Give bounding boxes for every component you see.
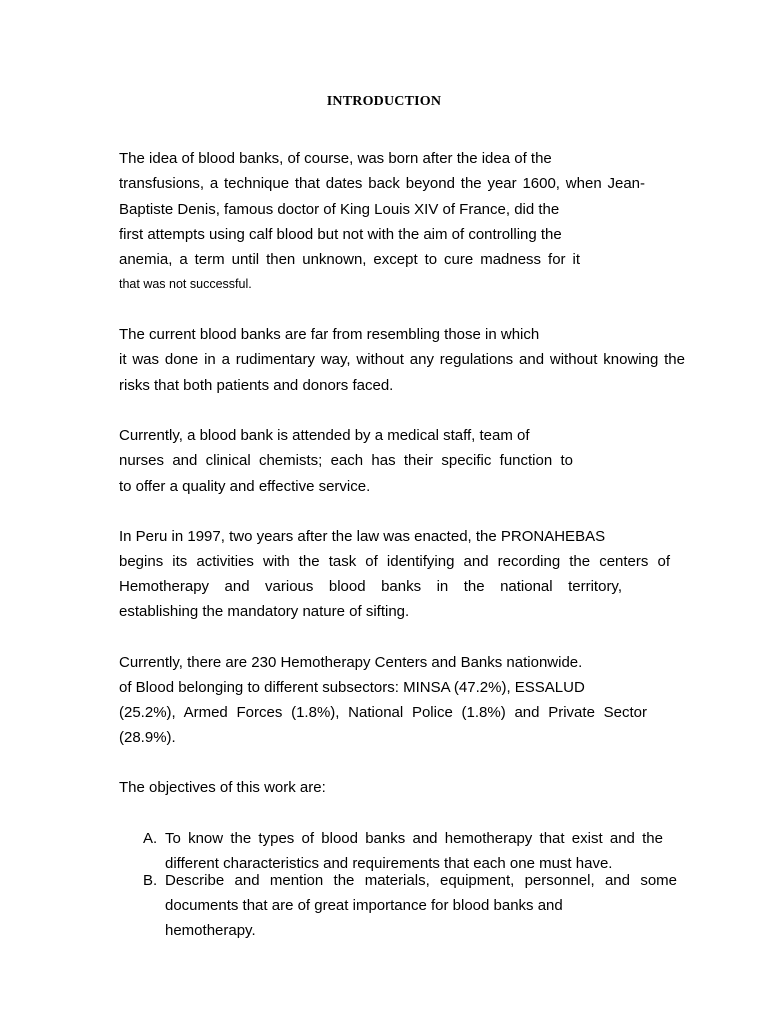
paragraph-1-line-2: transfusions, a technique that dates back beyond the year 1600, when Jean-: [119, 175, 645, 192]
list-marker: A.: [143, 830, 158, 847]
objectives-intro: The objectives of this work are:: [119, 779, 326, 796]
paragraph-4-line-3: Hemotherapy and various blood banks in the national territory,: [119, 578, 622, 595]
list-item-line: different characteristics and requirements that each one must have.: [165, 855, 613, 872]
list-item-line: hemotherapy.: [165, 922, 256, 939]
list-item-line: documents that are of great importance for blood banks and: [165, 897, 563, 914]
paragraph-4-line-2: begins its activities with the task of identifying and recording the centers of: [119, 553, 670, 570]
paragraph-5-line-2: of Blood belonging to different subsectors: MINSA (47.2%), ESSALUD: [119, 679, 585, 696]
page-title: INTRODUCTION: [326, 94, 442, 109]
paragraph-3-line-3: to offer a quality and effective service.: [119, 478, 371, 495]
paragraph-4-line-1: In Peru in 1997, two years after the law was enacted, the PRONAHEBAS: [119, 528, 606, 545]
paragraph-3-line-2: nurses and clinical chemists; each has their specific function to: [119, 452, 573, 469]
list-marker: B.: [143, 872, 158, 889]
list-item-line: To know the types of blood banks and hemotherapy that exist and the: [165, 830, 663, 847]
paragraph-1-line-4: first attempts using calf blood but not with the aim of controlling the: [119, 226, 562, 243]
paragraph-4-line-4: establishing the mandatory nature of sifting.: [119, 603, 410, 620]
paragraph-1-line-5: anemia, a term until then unknown, except to cure madness for it: [119, 251, 580, 268]
paragraph-2-line-1: The current blood banks are far from resembling those in which: [119, 326, 540, 343]
paragraph-1-line-1: The idea of blood banks, of course, was born after the idea of the: [119, 150, 552, 167]
paragraph-5-line-4: (28.9%).: [119, 729, 176, 746]
paragraph-2-line-3: risks that both patients and donors faced.: [119, 377, 394, 394]
paragraph-1-line-3: Baptiste Denis, famous doctor of King Louis XIV of France, did the: [119, 201, 560, 218]
paragraph-5-line-3: (25.2%), Armed Forces (1.8%), National Police (1.8%) and Private Sector: [119, 704, 647, 721]
paragraph-3-line-1: Currently, a blood bank is attended by a medical staff, team of: [119, 427, 530, 444]
paragraph-2-line-2: it was done in a rudimentary way, without any regulations and without knowing the: [119, 351, 685, 368]
list-item-line: Describe and mention the materials, equipment, personnel, and some: [165, 872, 677, 889]
paragraph-1-line-6: that was not successful.: [119, 277, 252, 291]
paragraph-5-line-1: Currently, there are 230 Hemotherapy Centers and Banks nationwide.: [119, 654, 583, 671]
